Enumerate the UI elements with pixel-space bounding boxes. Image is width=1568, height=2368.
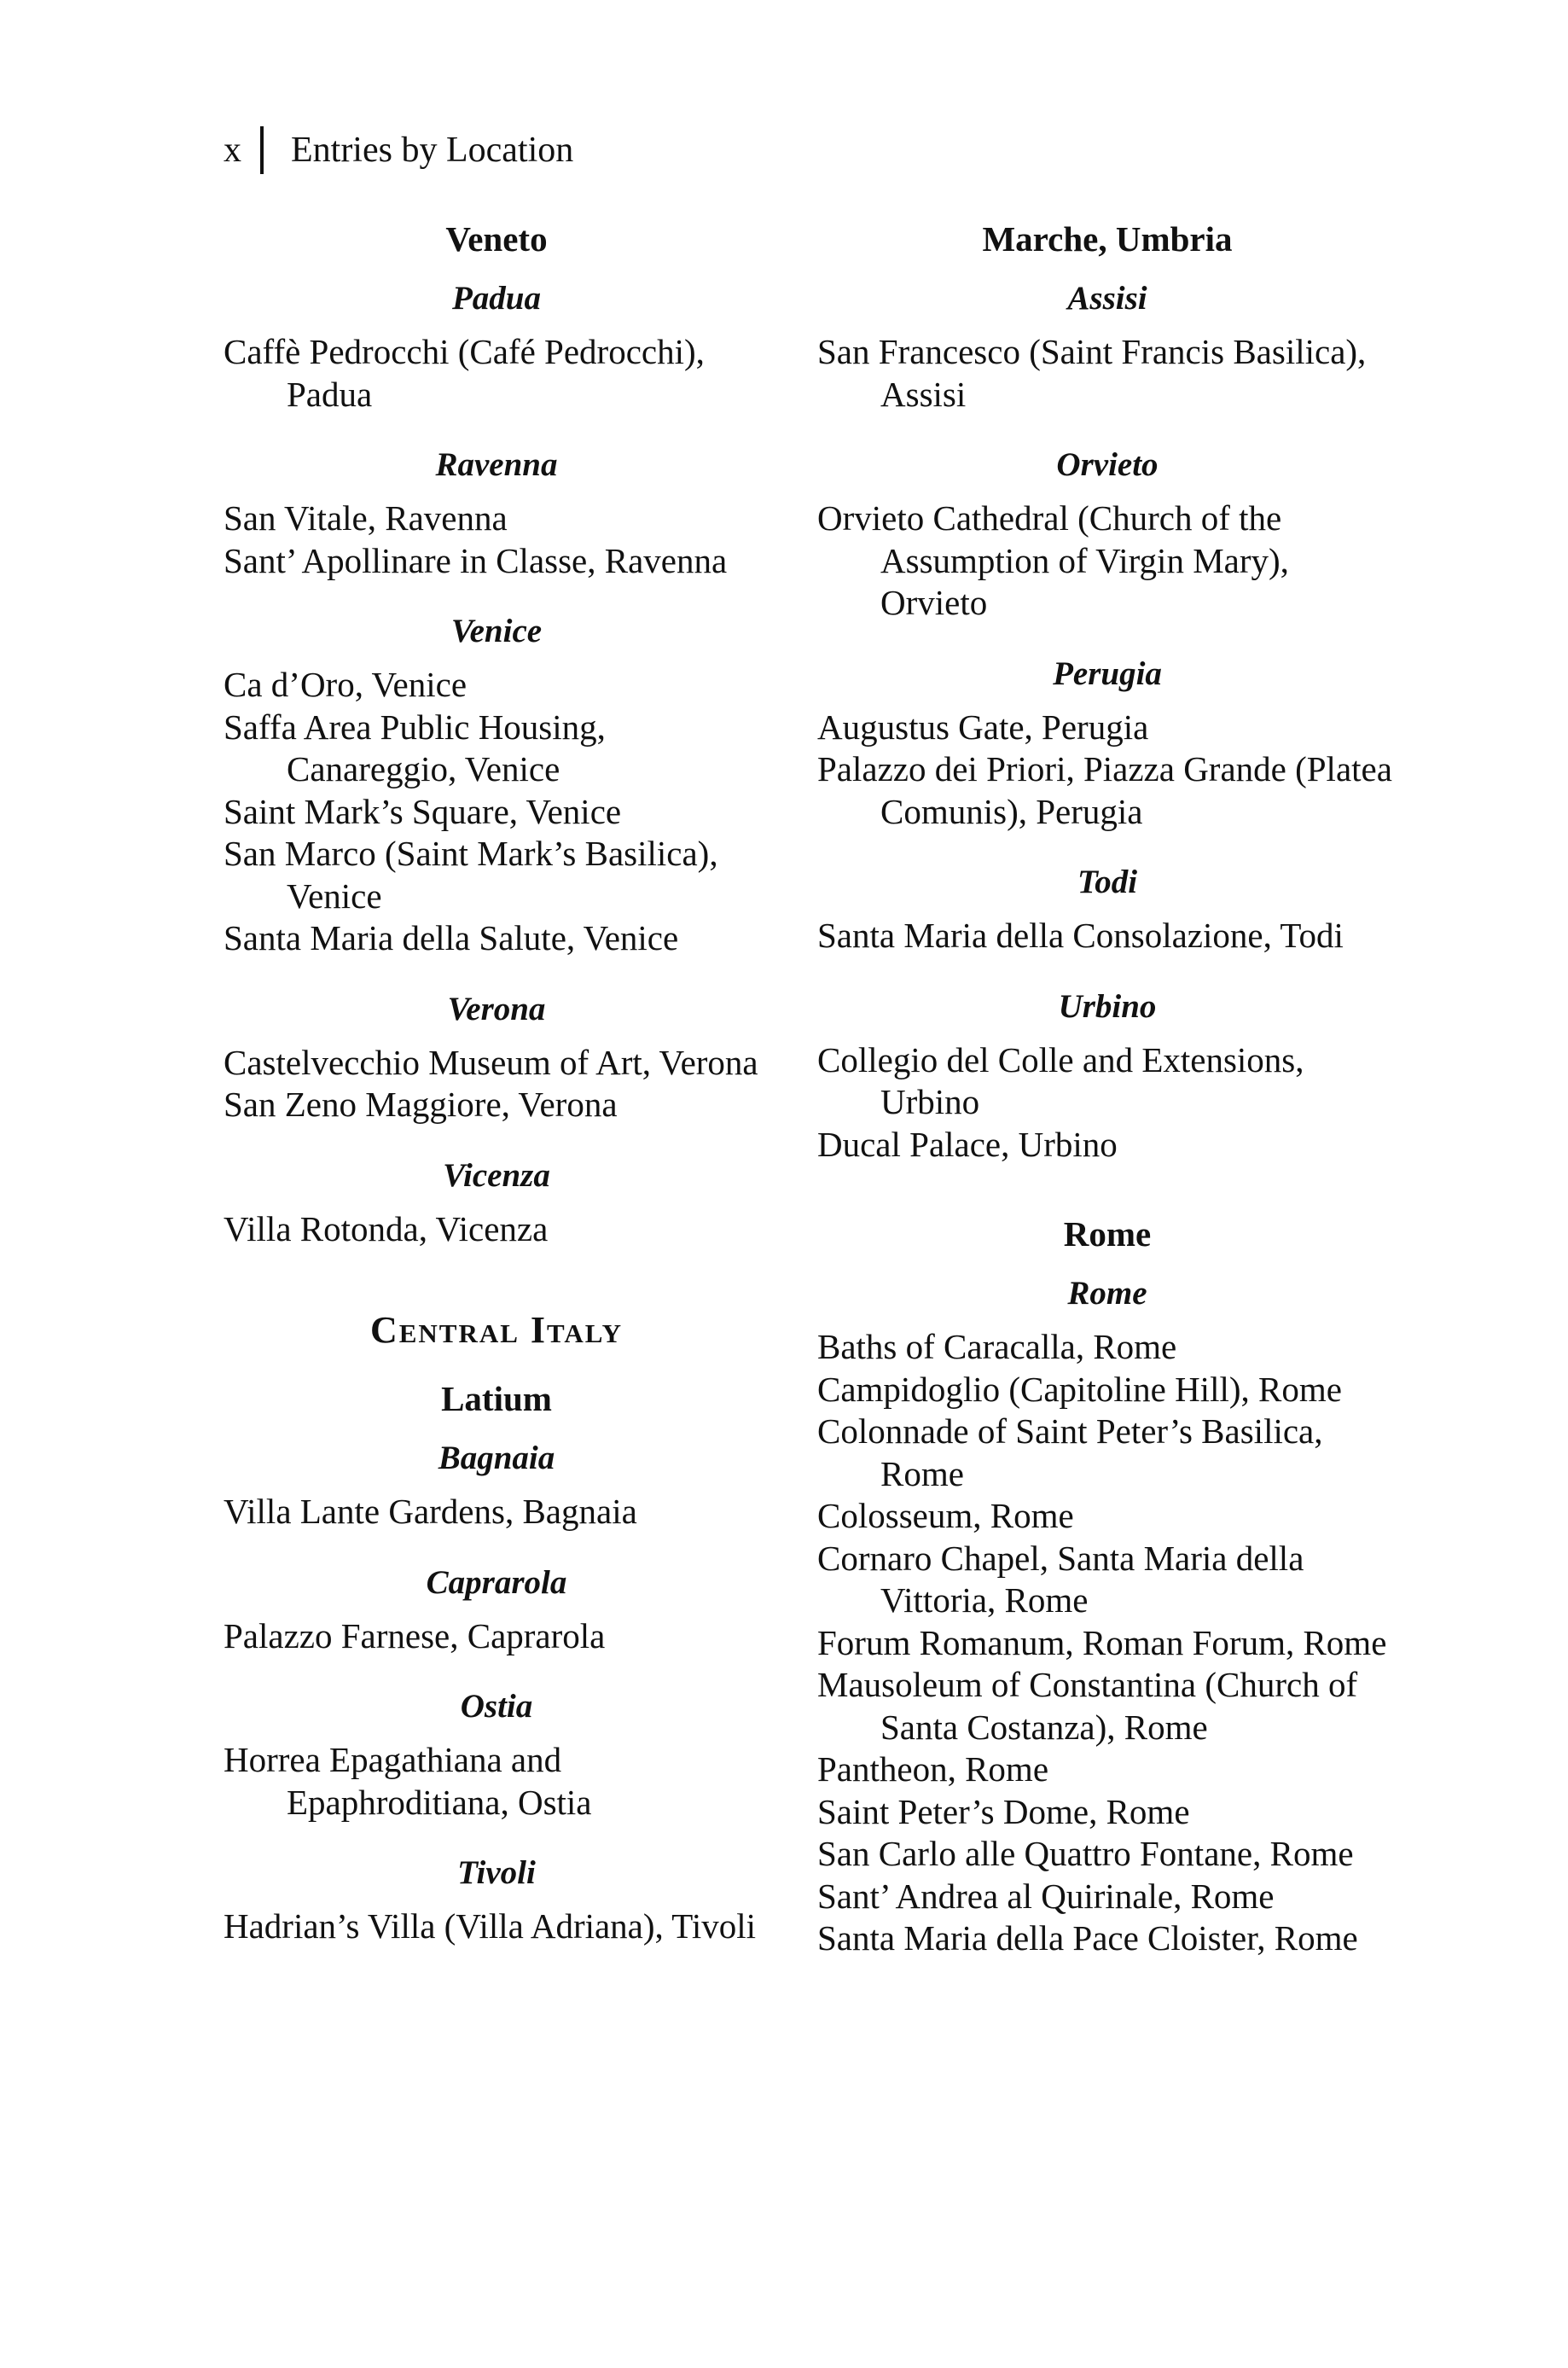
index-entry: Horrea Epagathiana and Epaphroditiana, Ostia (224, 1740, 592, 1822)
city-heading-orvieto: Orvieto (1056, 446, 1159, 483)
city-heading-vicenza: Vicenza (443, 1156, 550, 1194)
running-head (224, 126, 573, 174)
city-heading-todi: Todi (1077, 864, 1138, 900)
right-column (817, 215, 1397, 1960)
city-heading-assisi: Assisi (1067, 280, 1147, 317)
entry-list-vicenza (224, 1208, 769, 1251)
index-entry: Caffè Pedrocchi (Café Pedrocchi), Padua (224, 332, 705, 414)
index-entry: San Vitale, Ravenna (224, 498, 508, 538)
index-entry: Santa Maria della Salute, Venice (224, 918, 679, 957)
city-heading-tivoli: Tivoli (457, 1854, 536, 1891)
region-heading-marche-umbria: Marche, Umbria (982, 219, 1233, 259)
index-entry: Castelvecchio Museum of Art, Verona (224, 1042, 758, 1082)
region-heading-veneto: Veneto (445, 219, 548, 259)
running-head-title: Entries by Location (291, 131, 574, 170)
entry-list-orvieto (817, 497, 1397, 625)
index-entry: Orvieto Cathedral (Church of the Assumption of Virgin Mary), Orvieto (817, 498, 1289, 622)
region-heading-latium: Latium (441, 1379, 552, 1418)
index-entry: Sant’ Andrea al Quirinale, Rome (817, 1876, 1275, 1916)
index-entry: Forum Romanum, Roman Forum, Rome (817, 1622, 1387, 1662)
city-heading-ravenna: Ravenna (435, 446, 558, 483)
entry-list-ostia (224, 1739, 769, 1824)
entry-list-ravenna (224, 497, 769, 582)
index-entry: Augustus Gate, Perugia (817, 707, 1149, 747)
index-entry: Colosseum, Rome (817, 1496, 1074, 1535)
city-heading-bagnaia: Bagnaia (438, 1440, 555, 1476)
index-entry: Mausoleum of Constantina (Church of Santa Costanza), Rome (817, 1665, 1358, 1747)
entry-list-urbino (817, 1039, 1397, 1167)
entry-list-venice (224, 664, 769, 960)
city-heading-rome: Rome (1067, 1275, 1147, 1312)
entry-list-verona (224, 1042, 769, 1126)
index-entry: Ducal Palace, Urbino (817, 1124, 1118, 1164)
index-entry: Palazzo dei Priori, Piazza Grande (Platea Comunis), Perugia (817, 749, 1392, 831)
index-entry: Palazzo Farnese, Caprarola (224, 1615, 606, 1655)
entry-list-rome (817, 1326, 1397, 1960)
index-entry: Cornaro Chapel, Santa Maria della Vittoria, Rome (817, 1538, 1304, 1620)
index-entry: Santa Maria della Pace Cloister, Rome (817, 1918, 1358, 1958)
index-entry: Pantheon, Rome (817, 1749, 1049, 1789)
index-entry: Colonnade of Saint Peter’s Basilica, Rome (817, 1411, 1323, 1493)
index-entry: Saint Peter’s Dome, Rome (817, 1791, 1190, 1831)
city-heading-padua: Padua (451, 280, 541, 317)
city-heading-perugia: Perugia (1053, 655, 1162, 692)
index-entry: Baths of Caracalla, Rome (817, 1327, 1177, 1366)
index-entry: Campidoglio (Capitoline Hill), Rome (817, 1369, 1342, 1409)
index-entry: San Francesco (Saint Francis Basilica), Assisi (817, 332, 1367, 414)
entry-list-perugia (817, 707, 1397, 834)
city-heading-urbino: Urbino (1058, 987, 1157, 1025)
left-column (224, 215, 769, 1948)
entry-list-caprarola (224, 1615, 769, 1658)
index-entry: San Carlo alle Quattro Fontane, Rome (817, 1834, 1354, 1873)
index-entry: San Zeno Maggiore, Verona (224, 1085, 618, 1124)
index-entry: Collegio del Colle and Extensions, Urbino (817, 1039, 1304, 1121)
index-entry: Hadrian’s Villa (Villa Adriana), Tivoli (224, 1906, 757, 1946)
entry-list-assisi (817, 331, 1397, 416)
city-heading-caprarola: Caprarola (426, 1563, 567, 1601)
index-entry: San Marco (Saint Mark’s Basilica), Venice (224, 834, 718, 916)
entry-list-padua (224, 331, 769, 416)
index-entry: Villa Lante Gardens, Bagnaia (224, 1492, 637, 1531)
entry-list-todi (817, 915, 1397, 957)
index-entry: Villa Rotonda, Vicenza (224, 1208, 549, 1248)
area-heading-central-italy: Central Italy (369, 1309, 624, 1351)
index-entry: Santa Maria della Consolazione, Todi (817, 916, 1344, 955)
city-heading-venice: Venice (450, 613, 543, 649)
entry-list-tivoli (224, 1905, 769, 1948)
city-heading-verona: Verona (447, 990, 546, 1027)
entry-list-bagnaia (224, 1491, 769, 1533)
index-entry: Saint Mark’s Square, Venice (224, 791, 622, 831)
index-entry: Sant’ Apollinare in Classe, Ravenna (224, 540, 728, 580)
city-heading-ostia: Ostia (460, 1688, 533, 1725)
header-rule (260, 126, 264, 174)
index-entry: Saffa Area Public Housing, Canareggio, Venice (224, 707, 606, 788)
page-number: x (224, 131, 241, 170)
index-entry: Ca d’Oro, Venice (224, 665, 467, 704)
region-heading-rome: Rome (1063, 1214, 1152, 1254)
